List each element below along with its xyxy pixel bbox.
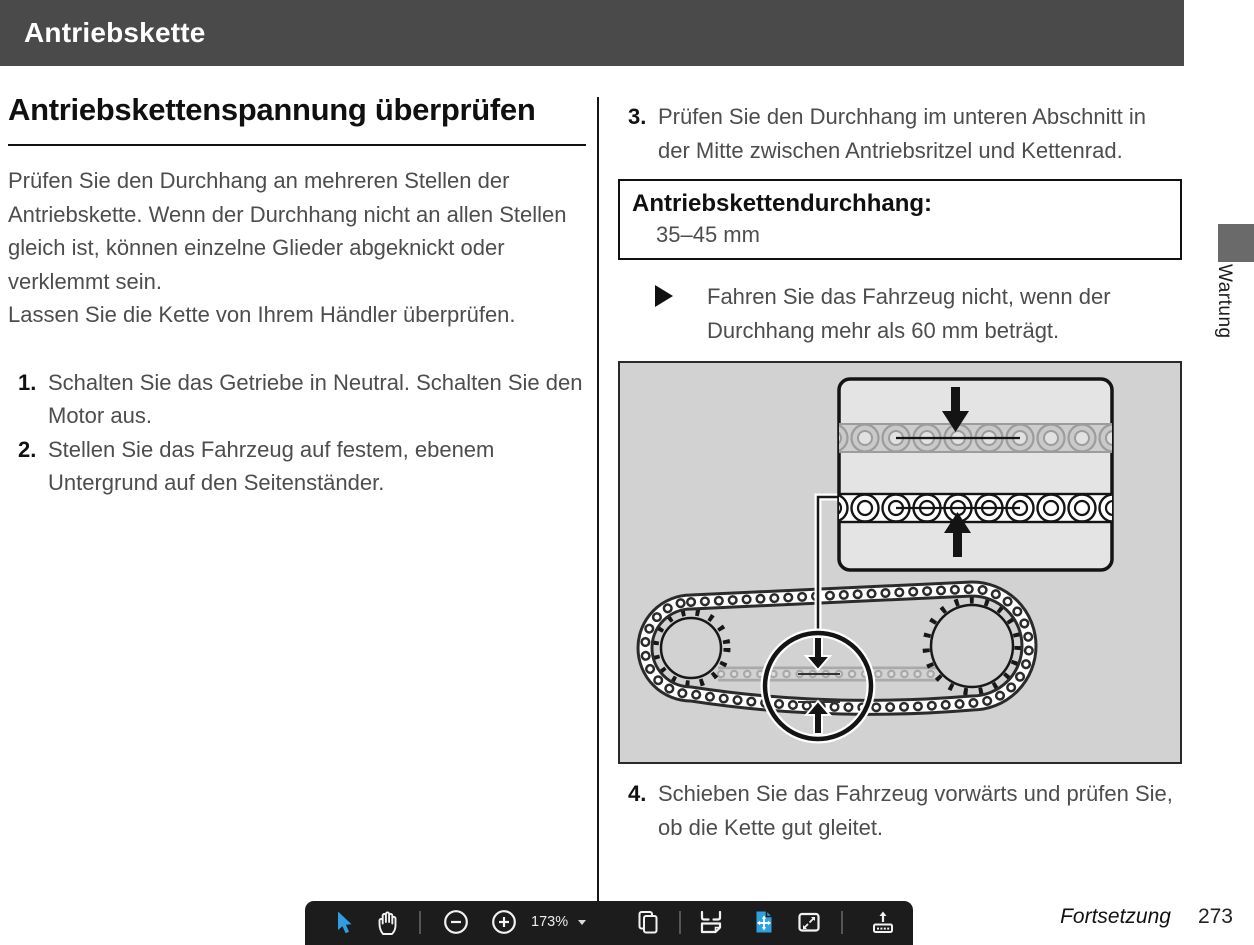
page-layout-icon <box>698 909 724 935</box>
chapter-tab-label: Wartung <box>1214 264 1235 339</box>
list-item <box>618 100 1182 167</box>
pages-icon <box>635 909 661 935</box>
fullscreen-button[interactable] <box>795 908 823 936</box>
right-column <box>618 88 1182 844</box>
page-number: 273 <box>1197 905 1233 928</box>
step-number: 1. <box>18 369 37 395</box>
step-list <box>8 366 586 500</box>
section-title: Antriebskette <box>24 17 206 48</box>
step-number: 4. <box>628 781 647 806</box>
spec-label: Antriebskettendurchhang: <box>632 190 933 217</box>
step-number: 3. <box>628 104 647 129</box>
pages-button[interactable] <box>634 908 662 936</box>
fullscreen-icon <box>796 909 822 935</box>
chevron-down-icon <box>578 920 586 925</box>
hand-tool-button[interactable] <box>373 908 401 936</box>
cursor-icon <box>330 909 356 935</box>
fit-page-icon <box>751 909 777 935</box>
chapter-tab-marker <box>1218 224 1254 262</box>
continuation-label: Fortsetzung <box>1060 905 1171 928</box>
right-triangle-icon <box>655 285 691 307</box>
list-item <box>618 777 1182 844</box>
zoom-level-dropdown[interactable] <box>531 908 586 936</box>
toolbar-divider <box>419 911 421 934</box>
intro-paragraph: Prüfen Sie den Durchhang an mehreren Stellen der Antriebskette. Wenn der Durchhang nicht an allen Stellen gleich ist, können einzelne Glieder abgeknickt oder verklemmt sein. <box>8 168 567 294</box>
step-text: Prüfen Sie den Durchhang im unteren Abschnitt in der Mitte zwischen Antriebsritzel und Kettenrad. <box>658 104 1146 163</box>
page-layout-button[interactable] <box>697 908 725 936</box>
fit-page-button[interactable] <box>750 908 778 936</box>
zoom-level-value: 173% <box>531 914 569 930</box>
zoom-out-button[interactable] <box>442 908 470 936</box>
list-item <box>8 433 586 500</box>
toolbar-divider <box>679 911 681 934</box>
chain-diagram <box>618 361 1182 764</box>
hand-icon <box>375 909 400 936</box>
section-header-bar <box>0 0 1184 66</box>
share-button[interactable] <box>869 908 897 936</box>
intro-paragraph: Lassen Sie die Kette von Ihrem Händler überprüfen. <box>8 302 516 327</box>
spec-value: 35–45 mm <box>656 222 760 247</box>
note-text: Fahren Sie das Fahrzeug nicht, wenn der Durchhang mehr als 60 mm beträgt. <box>707 284 1111 343</box>
title-underline <box>8 144 586 146</box>
step-text: Schalten Sie das Getriebe in Neutral. Schalten Sie den Motor aus. <box>48 369 583 428</box>
page-title: Antriebskettenspannung überprüfen <box>8 92 536 127</box>
select-tool-button[interactable] <box>329 908 357 936</box>
inset-box <box>821 379 1127 570</box>
spec-box <box>618 179 1182 260</box>
minus-circle-icon <box>443 909 469 935</box>
zoom-in-button[interactable] <box>490 908 518 936</box>
column-divider <box>597 97 599 903</box>
warning-note <box>655 280 1182 347</box>
plus-circle-icon <box>491 909 517 935</box>
viewer-toolbar <box>305 901 913 945</box>
step-text: Schieben Sie das Fahrzeug vorwärts und prüfen Sie, ob die Kette gut gleitet. <box>658 781 1173 840</box>
step-text: Stellen Sie das Fahrzeug auf festem, ebenem Untergrund auf den Seitenständer. <box>48 436 495 495</box>
step-number: 2. <box>18 436 37 462</box>
page-footer <box>1060 905 1233 929</box>
toolbar-divider <box>841 911 843 934</box>
share-icon <box>870 909 896 935</box>
list-item <box>8 366 586 433</box>
left-column <box>8 88 586 500</box>
